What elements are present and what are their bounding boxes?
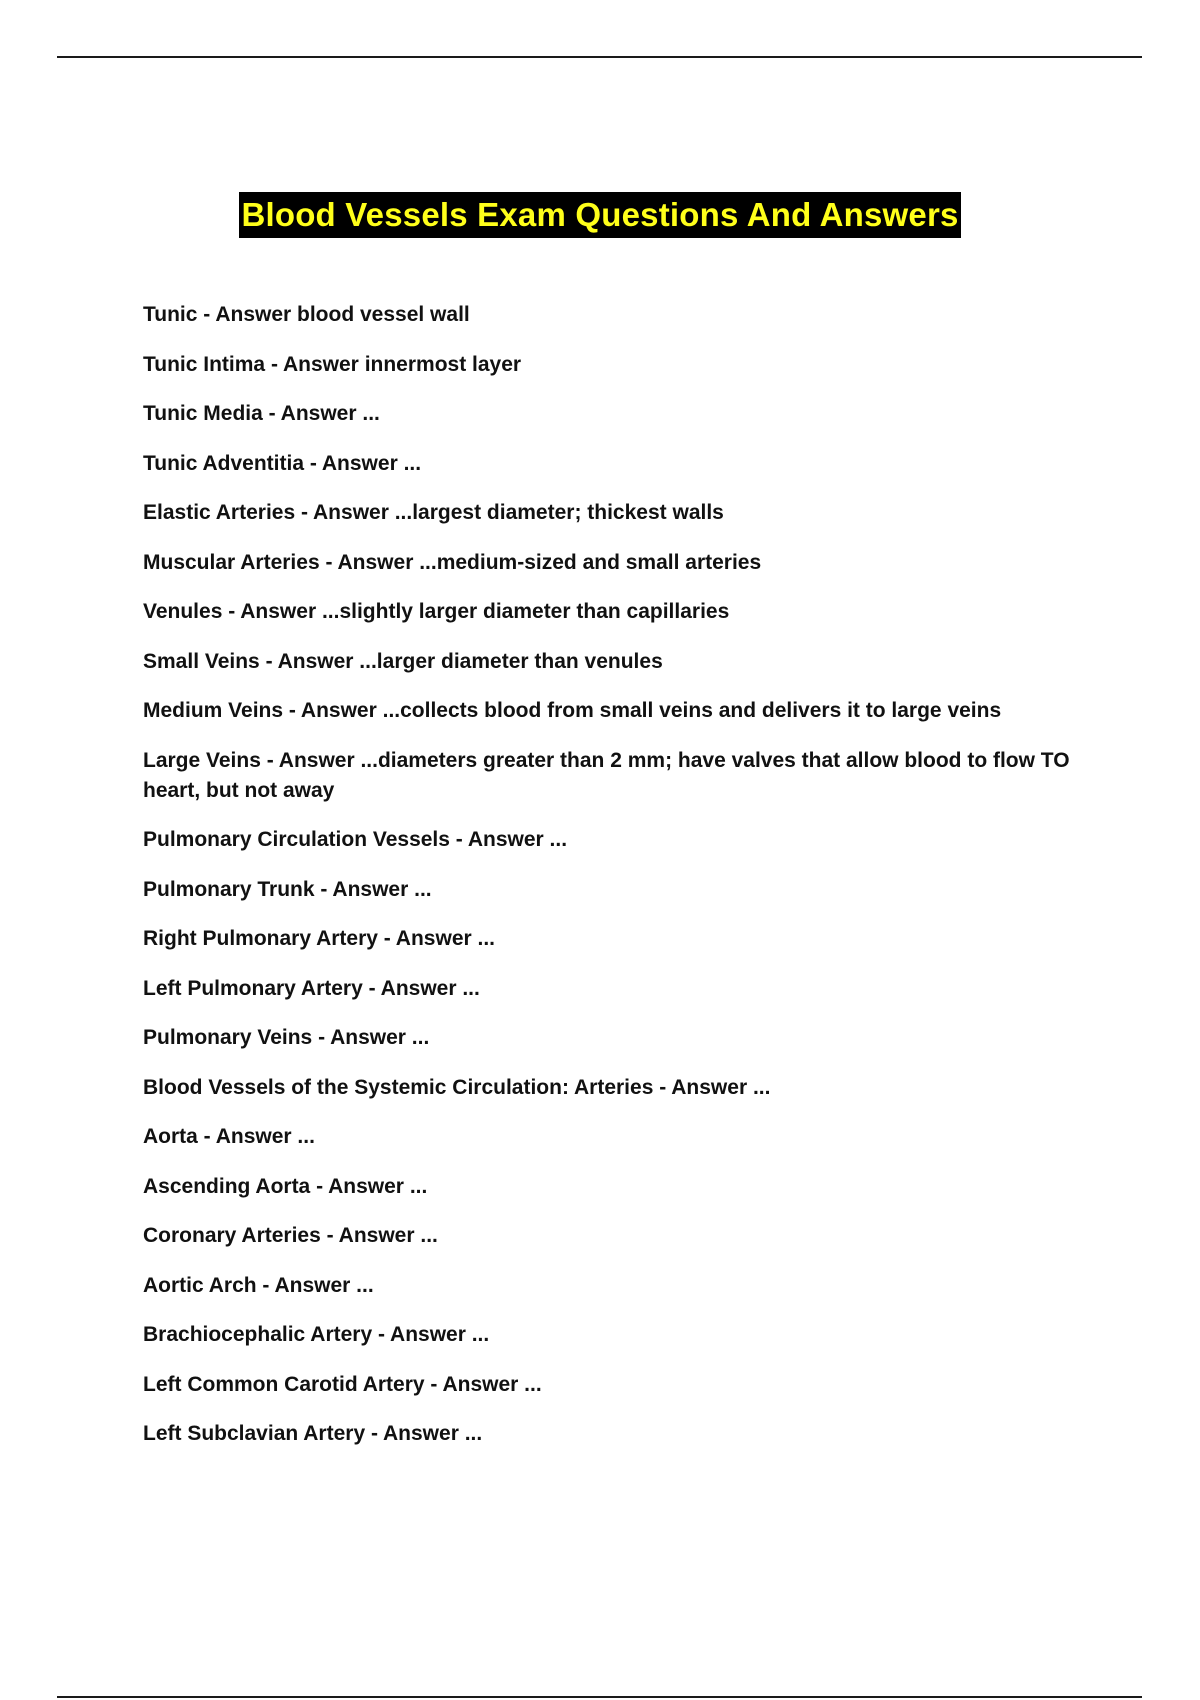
qa-item: Blood Vessels of the Systemic Circulation: Arteries - Answer ...	[143, 1075, 771, 1099]
qa-item: Pulmonary Trunk - Answer ...	[143, 877, 432, 901]
qa-item: Ascending Aorta - Answer ...	[143, 1174, 428, 1198]
header-rule	[57, 56, 1142, 58]
qa-item: Elastic Arteries - Answer ...largest diameter; thickest walls	[143, 501, 724, 524]
qa-item: Muscular Arteries - Answer ...medium-sized and small arteries	[143, 550, 762, 574]
qa-item: Coronary Arteries - Answer ...	[143, 1224, 438, 1247]
footer-rule	[57, 1696, 1142, 1698]
qa-item: Small Veins - Answer ...larger diameter than venules	[143, 649, 663, 673]
qa-item: Aortic Arch - Answer ...	[143, 1273, 374, 1297]
qa-item: Pulmonary Veins - Answer ...	[143, 1026, 430, 1049]
qa-item: Left Subclavian Artery - Answer ...	[143, 1422, 483, 1445]
qa-item: Left Common Carotid Artery - Answer ...	[143, 1372, 542, 1396]
qa-item: Aorta - Answer ...	[143, 1125, 315, 1148]
qa-item: Right Pulmonary Artery - Answer ...	[143, 927, 496, 950]
qa-list	[143, 300, 1093, 1469]
title-container	[0, 192, 1200, 238]
qa-item: Venules - Answer ...slightly larger diameter than capillaries	[143, 600, 730, 623]
qa-item: Medium Veins - Answer ...collects blood from small veins and delivers it to large veins	[143, 699, 1002, 722]
qa-item: Pulmonary Circulation Vessels - Answer ...	[143, 828, 568, 851]
qa-item: Tunic Adventitia - Answer ...	[143, 451, 422, 475]
qa-item: Left Pulmonary Artery - Answer ...	[143, 976, 480, 1000]
qa-item: Tunic - Answer blood vessel wall	[143, 303, 470, 326]
qa-item: Tunic Media - Answer ...	[143, 402, 380, 425]
qa-item: Brachiocephalic Artery - Answer ...	[143, 1323, 490, 1346]
qa-item: Large Veins - Answer ...diameters greater than 2 mm; have valves that allow blood to flow TO heart, but not away	[143, 748, 1070, 802]
qa-item: Tunic Intima - Answer innermost layer	[143, 352, 522, 376]
document-title: Blood Vessels Exam Questions And Answers	[239, 192, 960, 238]
